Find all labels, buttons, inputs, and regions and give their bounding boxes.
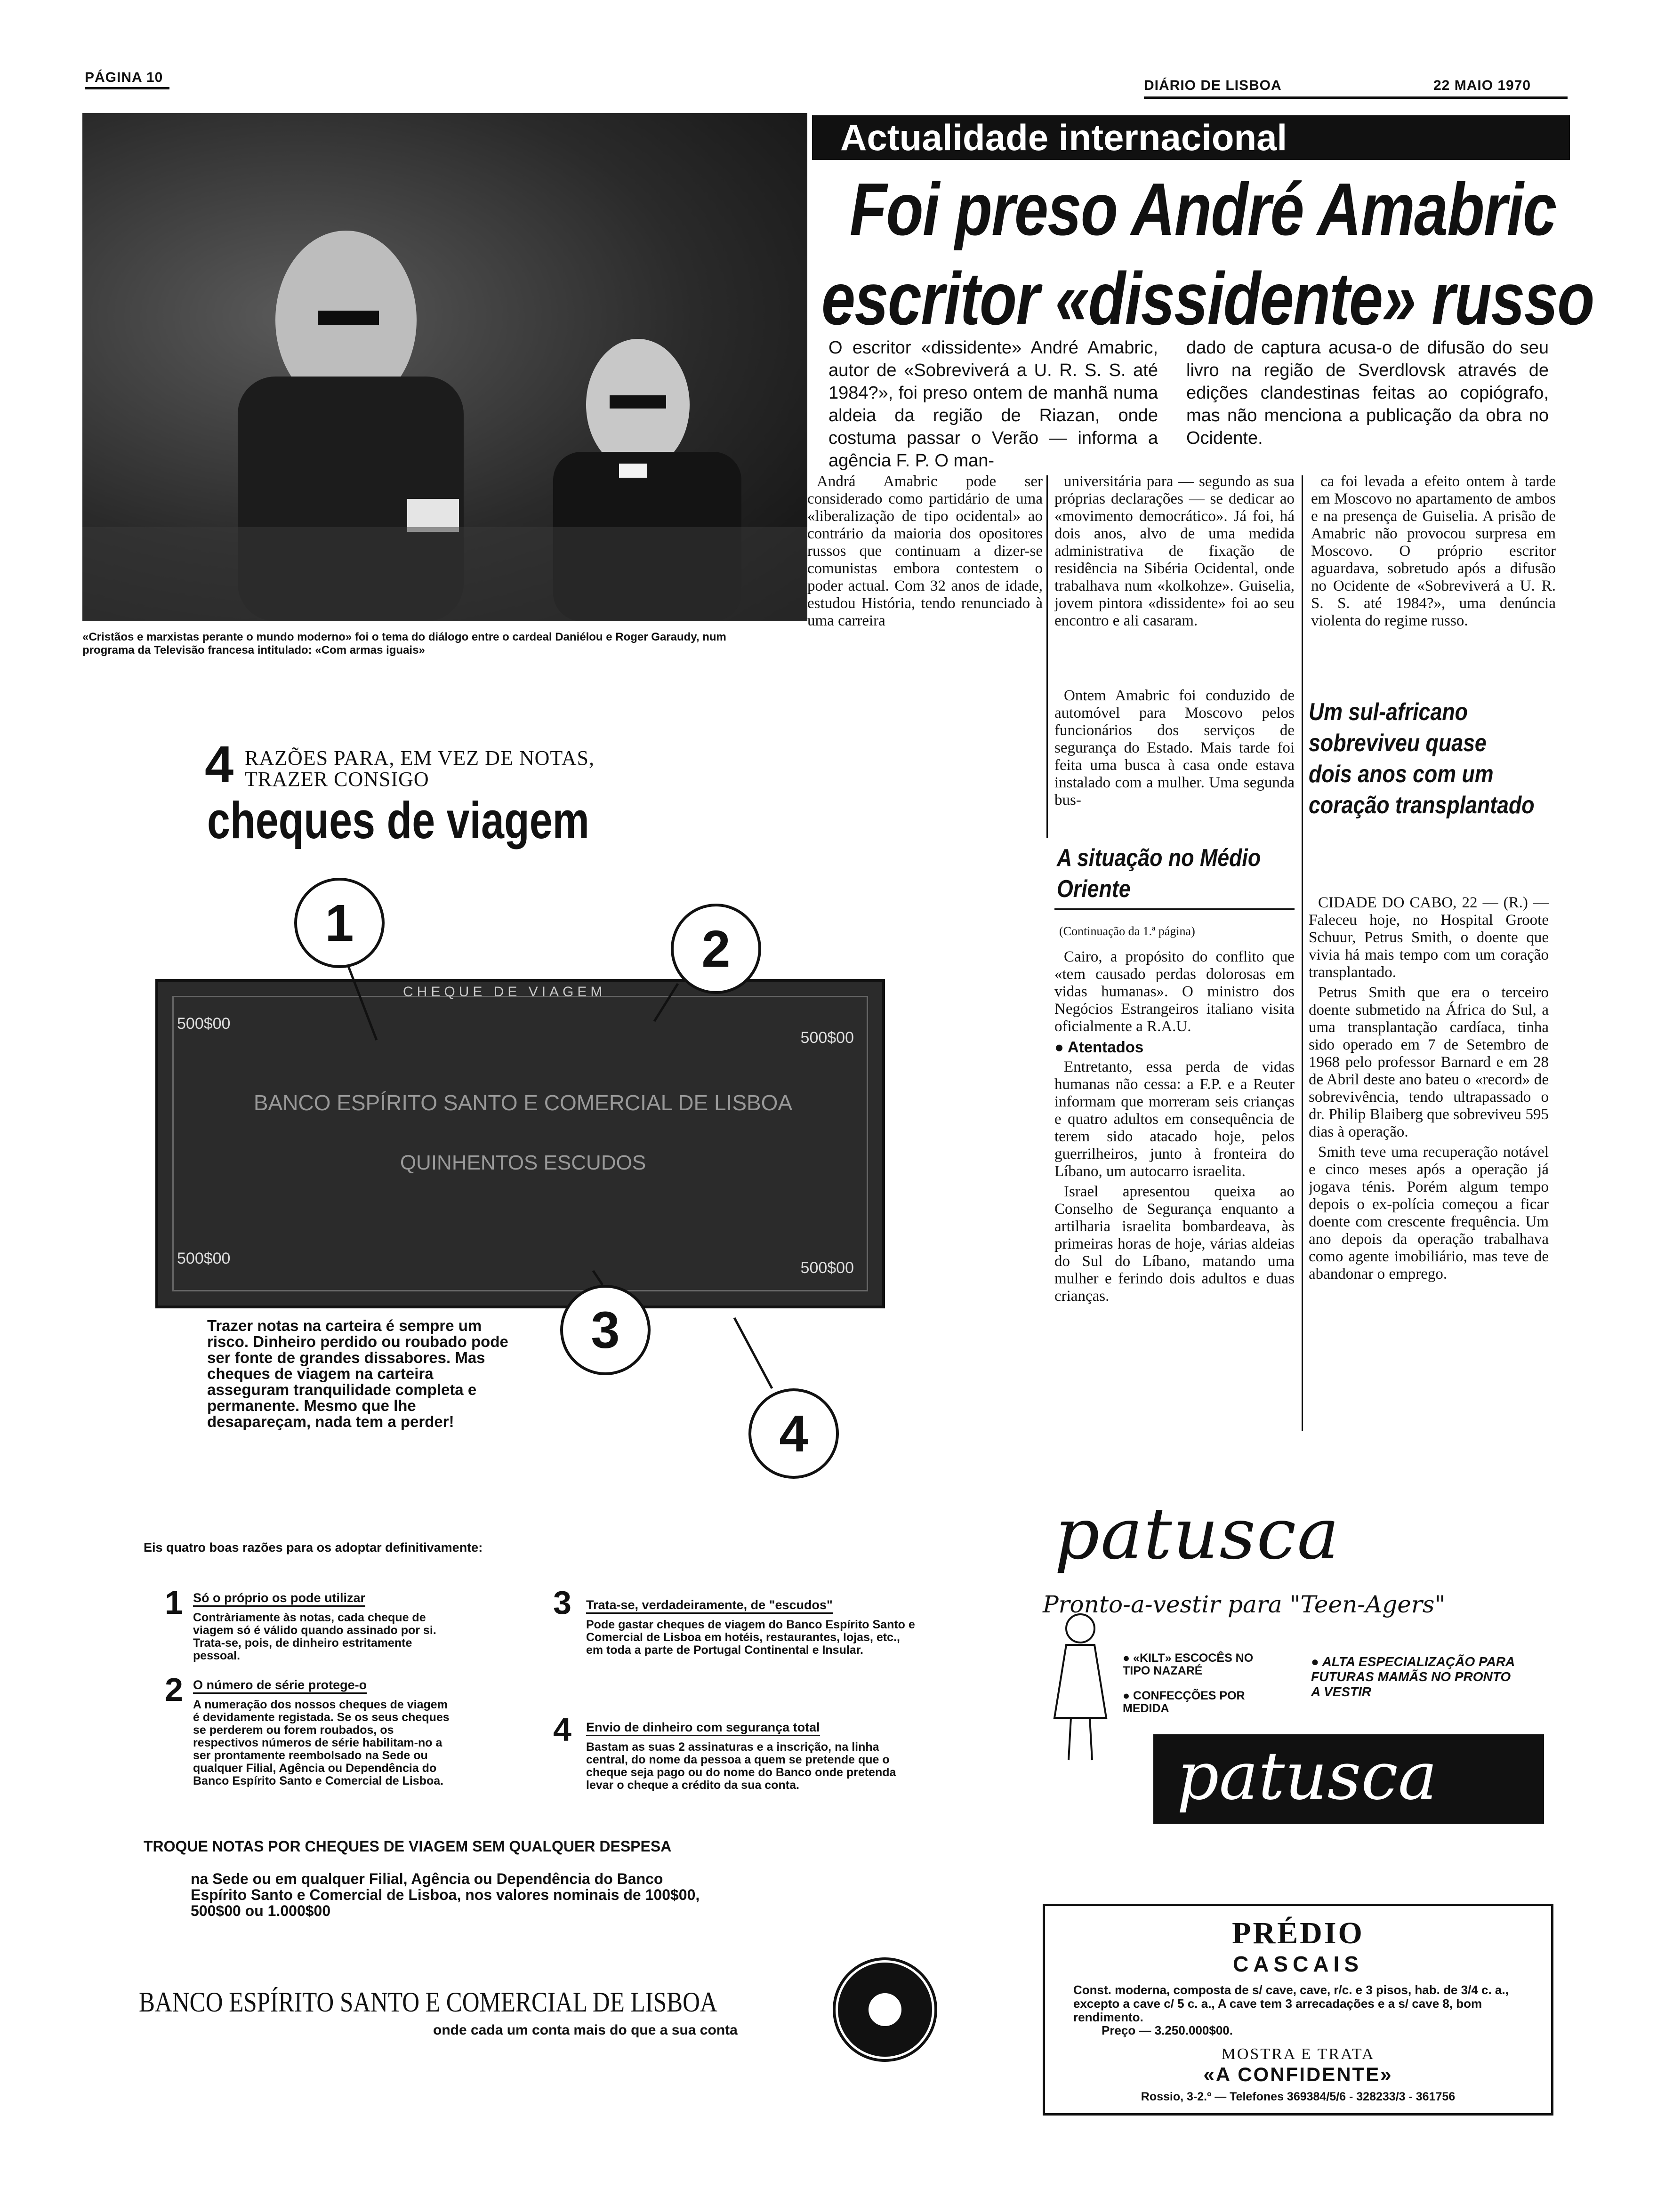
cheque-bank-line: BANCO ESPÍRITO SANTO E COMERCIAL DE LISBOA xyxy=(253,1090,793,1115)
reason-number-2: 2 xyxy=(165,1671,183,1708)
callout-2: 2 xyxy=(671,904,761,994)
predio-contact: MOSTRA E TRATA xyxy=(1221,2045,1375,2063)
section-banner: Actualidade internacional xyxy=(812,115,1570,160)
callout-1: 1 xyxy=(294,878,385,968)
callout-3: 3 xyxy=(560,1285,651,1375)
story-column-2-text: universitária para — segundo as sua próprias declarações — se dedicar ao «movimento democrático». Já foi, há dois anos, alvo de uma medida administrativa de fixação de residência na Sibéria Ocidental, onde trabalhava num «kolkohze». Guiselia, jovem pintora «dissidente» foi ao seu encontro e ali casaram. xyxy=(1054,473,1295,629)
travel-cheque-image xyxy=(155,979,885,1308)
patusca-ad xyxy=(1040,1493,1558,1835)
photo-figures-illustration xyxy=(82,113,807,621)
bank-ad-kicker-line2: TRAZER CONSIGO xyxy=(245,768,429,791)
newspaper-name: DIÁRIO DE LISBOA xyxy=(1144,78,1282,93)
reason-title-3: Trata-se, verdadeiramente, de "escudos" xyxy=(586,1598,833,1614)
mideast-subhead-text: Atentados xyxy=(1067,1038,1144,1056)
mideast-paragraph-1: Cairo, a propósito do conflito que «tem causado perdas dolorosas em vidas humanas». O ministro dos Negócios Estrangeiros italiano visita oficialmente a R.A.U. xyxy=(1054,948,1295,1035)
mideast-body xyxy=(1054,948,1295,1428)
heart-paragraph-3: Smith teve uma recuperação notável e cinco meses após a operação já jogava ténis. Porém algum tempo depois o ex-polícia começou a ficar doente com crescente frequência. Um ano depois da operação trabalhava como agente imobiliário, mas teve de abandonar o emprego. xyxy=(1309,1144,1549,1282)
cheque-inner-frame xyxy=(172,996,868,1291)
reason-title-1: Só o próprio os pode utilizar xyxy=(193,1591,365,1607)
predio-ad xyxy=(1043,1904,1553,2116)
bank-logo-icon xyxy=(831,1956,939,2064)
cheque-amount-words: QUINHENTOS ESCUDOS xyxy=(400,1151,646,1174)
patusca-item-3: ● ALTA ESPECIALIZAÇÃO PARA FUTURAS MAMÃS NO PRONTO A VESTIR xyxy=(1311,1654,1515,1699)
predio-address: Rossio, 3-2.º — Telefones 369384/5/6 - 328233/3 - 361756 xyxy=(1141,2090,1456,2103)
bank-slogan: onde cada um conta mais do que a sua conta xyxy=(433,2022,738,2038)
patusca-item-3-text: ALTA ESPECIALIZAÇÃO PARA FUTURAS MAMÃS NO PRONTO A VESTIR xyxy=(1311,1654,1515,1699)
reason-number-4: 4 xyxy=(553,1711,571,1748)
column-divider xyxy=(1046,475,1048,838)
main-headline-line2: escritor «dissidente» russo xyxy=(821,257,1594,340)
reason-title-2: O número de série protege-o xyxy=(193,1678,367,1694)
main-headline-line1: Foi preso André Amabric xyxy=(850,168,1556,251)
story-column-2b-text: Ontem Amabric foi conduzido de automóvel para Moscovo pelos funcionários dos serviços de segurança do Estado. Mais tarde foi feita uma busca à casa onde estava instalado com a mulher. Uma segunda bus- xyxy=(1054,687,1295,809)
where-line: na Sede ou em qualquer Filial, Agência ou Dependência do Banco Espírito Santo e Comercial de Lisboa, nos valores nominais de 100$00, 500$00 ou 1.000$00 xyxy=(191,1870,700,1919)
predio-description: Const. moderna, composta de s/ cave, cave, r/c. e 3 pisos, hab. de 3/4 c. a., excepto a cave c/ 5 c. a., A cave tem 3 arrecadações e a s/ cave 8, bom rendimento. xyxy=(1073,1983,1509,2024)
patusca-item-2: ● CONFECÇÕES POR MEDIDA xyxy=(1123,1689,1245,1715)
heart-body xyxy=(1309,894,1549,1435)
mideast-paragraph-3: Israel apresentou queixa ao Conselho de Segurança enquanto a artilharia israelita bombardeava, às primeiras horas de hoje, várias aldeias do Sul do Líbano, matando uma mulher e ferindo dois adultos e duas crianças. xyxy=(1054,1183,1295,1305)
bank-ad-title: cheques de viagem xyxy=(207,792,589,850)
patusca-item-2-text: CONFECÇÕES POR MEDIDA xyxy=(1123,1689,1245,1715)
callout-4: 4 xyxy=(748,1388,839,1479)
patusca-logo-top: patusca xyxy=(1054,1493,1340,1575)
patusca-logo-bottom-bar xyxy=(1153,1734,1544,1824)
reasons-intro: Eis quatro boas razões para os adoptar definitivamente: xyxy=(144,1540,483,1555)
predio-title: PRÉDIO xyxy=(1232,1916,1364,1950)
story-column-2 xyxy=(1054,473,1295,680)
mideast-headline-rule xyxy=(1054,908,1295,910)
patusca-item-1-text: «KILT» ESCOCÊS NO TIPO NAZARÉ xyxy=(1123,1651,1254,1677)
patusca-item-1: ● «KILT» ESCOCÊS NO TIPO NAZARÉ xyxy=(1123,1651,1254,1677)
reason-block-3 xyxy=(586,1598,916,1657)
reason-number-1: 1 xyxy=(165,1584,183,1621)
bank-name: BANCO ESPÍRITO SANTO E COMERCIAL DE LISBOA xyxy=(139,1987,717,2018)
reason-block-4 xyxy=(586,1720,916,1792)
patusca-tagline: Pronto-a-vestir para "Teen-Agers" xyxy=(1043,1591,1446,1618)
heart-headline: Um sul-africano sobreviveu quase dois anos com um coração transplantado xyxy=(1309,698,1535,819)
patusca-logo-bottom: patusca xyxy=(1177,1738,1438,1815)
lead-paragraph-right: dado de captura acusa-o de difusão do seu livro na região de Sverdlovsk através de edições clandestinas feitas ao copiógrafo, mas não menciona a publicação da obra no Ocidente. xyxy=(1186,338,1549,448)
story-column-1 xyxy=(807,473,1043,680)
news-photo xyxy=(82,113,807,621)
mideast-subhead: ● Atentados xyxy=(1054,1038,1144,1056)
column-divider xyxy=(1302,475,1303,1431)
bank-ad-kicker-line1: RAZÕES PARA, EM VEZ DE NOTAS, xyxy=(245,746,595,769)
bank-ad-kicker-number: 4 xyxy=(205,736,234,793)
mideast-headline: A situação no Médio Oriente xyxy=(1057,844,1261,903)
woman-illustration xyxy=(1040,1610,1120,1765)
story-column-3 xyxy=(1311,473,1556,680)
story-column-1-text: Andrá Amabric pode ser considerado como partidário de uma «liberalização de tipo ocidental» ao contrário da maioria dos opositores russos que continuam a dizer-se comunistas embora contestem o poder actual. Com 32 anos de idade, estudou História, tendo renunciado à uma carreira xyxy=(807,473,1043,629)
bank-ad-pitch: Trazer notas na carteira é sempre um risco. Dinheiro perdido ou roubado pode ser fonte de grandes dissabores. Mas cheques de viagem na carteira asseguram tranquilidade completa e permanente. Mesmo que lhe desapareçam, nada tem a perder! xyxy=(207,1317,508,1430)
photo-caption: «Cristãos e marxistas perante o mundo moderno» foi o tema do diálogo entre o cardeal Daniélou e Roger Garaudy, num programa da Televisão francesa intitulado: «Com armas iguais» xyxy=(82,631,726,657)
cheque-amount-top-left: 500$00 xyxy=(177,1015,231,1033)
cheque-amount-bottom-right: 500$00 xyxy=(800,1259,854,1277)
reason-text-3: Pode gastar cheques de viagem do Banco Espírito Santo e Comercial de Lisboa em hotéis, restaurantes, lojas, etc., em toda a parte de Portugal Continental e Insular. xyxy=(586,1618,915,1657)
story-column-2b xyxy=(1054,687,1295,833)
mideast-paragraph-2: Entretanto, essa perda de vidas humanas não cessa: a F.P. e a Reuter informam que morreram seis crianças e quatro adultos em consequência de terem sido atacado hoje, pelos guerrilheiros, junto à fronteira do Líbano, um autocarro israelita. xyxy=(1054,1058,1295,1180)
predio-price: Preço — 3.250.000$00. xyxy=(1102,2023,1233,2037)
reason-block-2 xyxy=(193,1678,457,1787)
reason-text-4: Bastam as suas 2 assinaturas e a inscrição, na linha central, do nome da pessoa a quem se pretende que o cheque seja pago ou do nome do Banco onde pretenda levar o cheque a crédito da sua conta. xyxy=(586,1740,896,1792)
reason-text-2: A numeração dos nossos cheques de viagem é devidamente registada. Se os seus cheques se perderem ou forem roubados, os respectivos números de série habilitam-no a ser prontamente reembolsado na Sede ou qualquer Filial, Agência ou Dependência do Banco Espírito Santo e Comercial de Lisboa. xyxy=(193,1698,450,1787)
heart-paragraph-1: CIDADE DO CABO, 22 — (R.) — Faleceu hoje, no Hospital Groote Schuur, Petrus Smith, o doente que vivia há mais tempo com um coração transplantado. xyxy=(1309,894,1549,981)
reason-title-4: Envio de dinheiro com segurança total xyxy=(586,1720,820,1736)
predio-agency: «A CONFIDENTE» xyxy=(1203,2063,1393,2085)
predio-place: CASCAIS xyxy=(1232,1952,1364,1976)
cheque-amount-top-right: 500$00 xyxy=(800,1029,854,1047)
cheque-amount-bottom-left: 500$00 xyxy=(177,1250,231,1267)
reason-number-3: 3 xyxy=(553,1584,571,1621)
issue-date: 22 MAIO 1970 xyxy=(1433,78,1531,93)
cheque-header: CHEQUE DE VIAGEM xyxy=(403,984,606,1000)
page-number: PÁGINA 10 xyxy=(85,70,163,85)
reason-text-1: Contràriamente às notas, cada cheque de viagem só é válido quando assinado por si. Trata-se, pois, de dinheiro estritamente pessoal. xyxy=(193,1611,436,1662)
masthead-underline-left xyxy=(85,87,169,89)
reason-block-1 xyxy=(193,1591,457,1662)
masthead-rule xyxy=(1144,96,1568,99)
lead-paragraph-left: O escritor «dissidente» André Amabric, autor de «Sobreviverá a U. R. S. S. até 1984?», foi preso ontem de manhã numa aldeia da região de Riazan, onde costuma passar o Verão — informa a agência F. P. O man- xyxy=(828,338,1158,471)
heart-paragraph-2: Petrus Smith que era o terceiro doente submetido na África do Sul, a uma transplantação cardíaca, tinha sido operado em 7 de Setembro de 1968 pelo professor Barnard e em 28 de Abril deste ano bateu o «record» de sobrevivência, tendo ultrapassado o dr. Philip Blaiberg que sobreviveu 595 dias à operação. xyxy=(1309,984,1549,1140)
exchange-line: TROQUE NOTAS POR CHEQUES DE VIAGEM SEM QUALQUER DESPESA xyxy=(144,1838,672,1855)
story-column-3-text: ca foi levada a efeito ontem à tarde em Moscovo no apartamento de ambos e na presença de Guiselia. A prisão de Amabric não provocou surpresa em Moscovo. O próprio escritor aguardava, sobretudo após a difusão no Ocidente de «Sobreviverá a U. R. S. S. até 1984?», uma denúncia violenta do regime russo. xyxy=(1311,473,1556,629)
mideast-continued: (Continuação da 1.ª página) xyxy=(1059,924,1195,938)
